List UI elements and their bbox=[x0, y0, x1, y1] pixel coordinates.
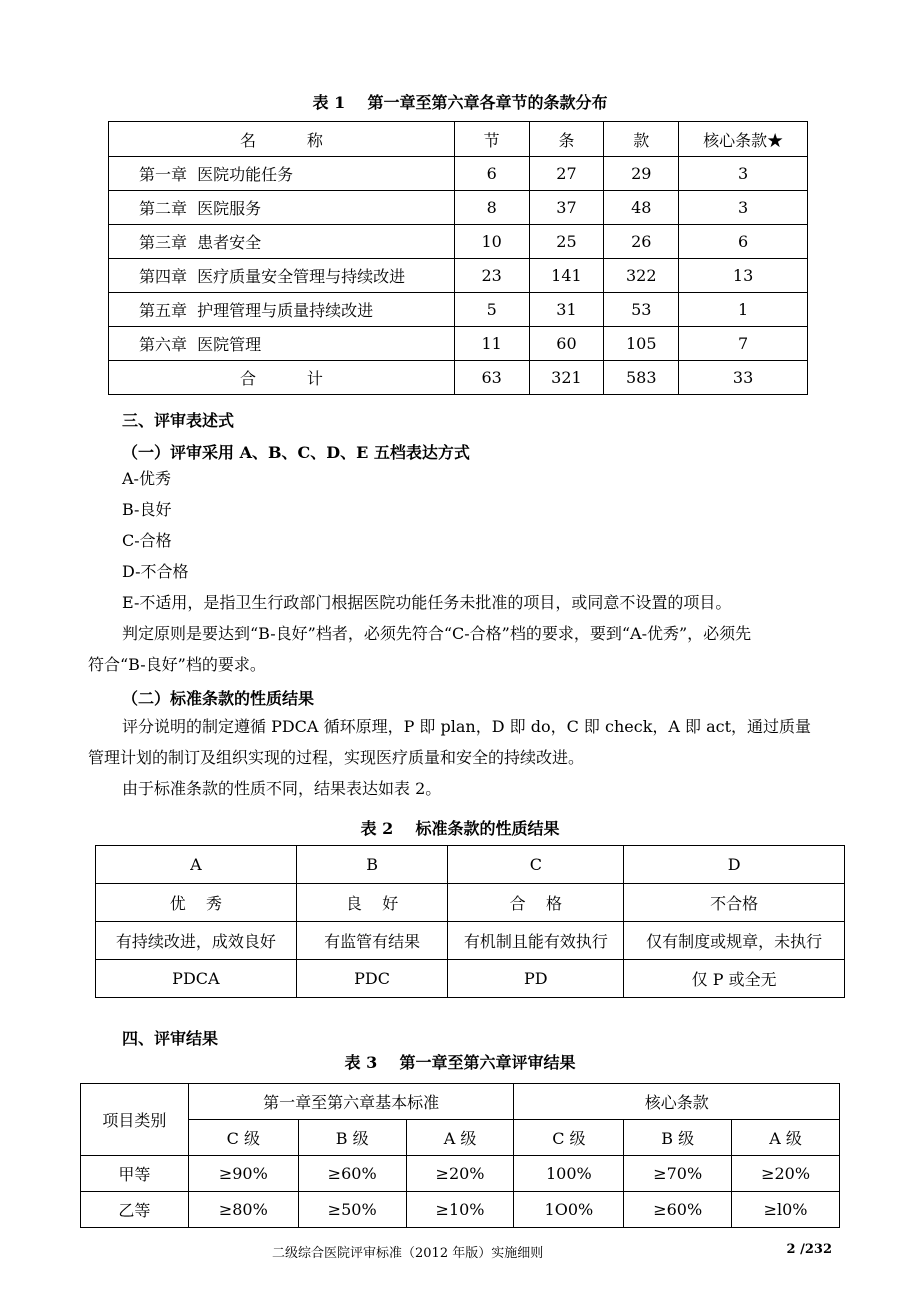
cell: 有持续改进，成效良好 bbox=[96, 922, 297, 960]
cell: 23 bbox=[454, 259, 529, 293]
table1-header-core: 核心条款★ bbox=[679, 122, 808, 157]
rule-line-1: 判定原则是要达到“B-良好”档者，必须先符合“C-合格”档的要求，要到“A-优秀”，必须先 bbox=[122, 624, 752, 643]
cell: PDC bbox=[296, 960, 448, 998]
cell: PD bbox=[448, 960, 624, 998]
table1-header-articles: 条 bbox=[529, 122, 604, 157]
cell: 27 bbox=[529, 157, 604, 191]
total-label: 合 计 bbox=[109, 361, 455, 395]
section3-sub1: （一）评审采用 A、B、C、D、E 五档表达方式 bbox=[122, 443, 470, 462]
core-clause-header: 核心条款 bbox=[514, 1084, 840, 1120]
table1-header-sections: 节 bbox=[454, 122, 529, 157]
page-number: 2 /232 bbox=[786, 1242, 832, 1257]
level-c: C-合格 bbox=[122, 531, 172, 550]
cell: 1O0% bbox=[514, 1192, 624, 1228]
cell: 33 bbox=[679, 361, 808, 395]
level-header: C 级 bbox=[514, 1120, 624, 1156]
cell: 7 bbox=[679, 327, 808, 361]
cell: 10 bbox=[454, 225, 529, 259]
cell: 不合格 bbox=[624, 884, 845, 922]
table-row bbox=[109, 327, 808, 361]
table1 bbox=[108, 121, 808, 395]
table-row bbox=[81, 1156, 840, 1192]
chapter-name: 第一章 医院功能任务 bbox=[109, 157, 455, 191]
table2 bbox=[95, 845, 845, 998]
table-row bbox=[109, 191, 808, 225]
cell: 13 bbox=[679, 259, 808, 293]
table3-group-row bbox=[81, 1084, 840, 1120]
section3-sub2: （二）标准条款的性质结果 bbox=[122, 689, 315, 708]
table3-caption: 表 3 第一章至第六章评审结果 bbox=[344, 1053, 576, 1072]
rule-line-2: 符合“B-良好”档的要求。 bbox=[88, 655, 266, 674]
footer-title: 二级综合医院评审标准（2012 年版）实施细则 bbox=[272, 1246, 544, 1261]
table-row bbox=[81, 1192, 840, 1228]
cell: 有机制且能有效执行 bbox=[448, 922, 624, 960]
table1-caption: 表 1 第一章至第六章各章节的条款分布 bbox=[312, 93, 608, 112]
table2-intro: 由于标准条款的性质不同，结果表达如表 2。 bbox=[122, 779, 442, 798]
cell: ≥20% bbox=[732, 1156, 840, 1192]
table1-header-row bbox=[109, 122, 808, 157]
level-e: E-不适用，是指卫生行政部门根据医院功能任务未批准的项目，或同意不设置的项目。 bbox=[122, 593, 732, 612]
cell: ≥90% bbox=[188, 1156, 298, 1192]
section4-heading: 四、评审结果 bbox=[122, 1029, 219, 1048]
cell: 53 bbox=[604, 293, 679, 327]
section3-heading: 三、评审表述式 bbox=[122, 411, 235, 430]
level-header: A 级 bbox=[732, 1120, 840, 1156]
cell: 1 bbox=[679, 293, 808, 327]
cell: 60 bbox=[529, 327, 604, 361]
cell: 141 bbox=[529, 259, 604, 293]
cell: 105 bbox=[604, 327, 679, 361]
category-cell: 甲等 bbox=[81, 1156, 189, 1192]
cell: 100% bbox=[514, 1156, 624, 1192]
category-header: 项目类别 bbox=[81, 1084, 189, 1156]
table-row bbox=[96, 922, 845, 960]
table-row bbox=[96, 960, 845, 998]
grade-c: C bbox=[448, 846, 624, 884]
cell: 26 bbox=[604, 225, 679, 259]
level-a: A-优秀 bbox=[122, 469, 171, 488]
cell: 合 格 bbox=[448, 884, 624, 922]
cell: ≥l0% bbox=[732, 1192, 840, 1228]
grade-d: D bbox=[624, 846, 845, 884]
cell: 良 好 bbox=[296, 884, 448, 922]
table-row bbox=[109, 293, 808, 327]
table3 bbox=[80, 1083, 840, 1228]
cell: 6 bbox=[679, 225, 808, 259]
table-row bbox=[109, 225, 808, 259]
grade-a: A bbox=[96, 846, 297, 884]
chapter-name: 第六章 医院管理 bbox=[109, 327, 455, 361]
cell: PDCA bbox=[96, 960, 297, 998]
cell: 仅 P 或全无 bbox=[624, 960, 845, 998]
level-d: D-不合格 bbox=[122, 562, 189, 581]
table2-caption: 表 2 标准条款的性质结果 bbox=[360, 819, 560, 838]
chapter-name: 第五章 护理管理与质量持续改进 bbox=[109, 293, 455, 327]
table1-total-row bbox=[109, 361, 808, 395]
table-row bbox=[109, 259, 808, 293]
cell: 29 bbox=[604, 157, 679, 191]
cell: 6 bbox=[454, 157, 529, 191]
level-header: A 级 bbox=[406, 1120, 514, 1156]
cell: 3 bbox=[679, 191, 808, 225]
grade-b: B bbox=[296, 846, 448, 884]
table-row bbox=[109, 157, 808, 191]
cell: 48 bbox=[604, 191, 679, 225]
cell: 仅有制度或规章，未执行 bbox=[624, 922, 845, 960]
table3-level-row bbox=[81, 1120, 840, 1156]
cell: ≥70% bbox=[624, 1156, 732, 1192]
level-header: C 级 bbox=[188, 1120, 298, 1156]
cell: ≥10% bbox=[406, 1192, 514, 1228]
level-header: B 级 bbox=[298, 1120, 406, 1156]
cell: 31 bbox=[529, 293, 604, 327]
pdca-line-1: 评分说明的制定遵循 PDCA 循环原理，P 即 plan，D 即 do，C 即 check，A 即 act，通过质量 bbox=[122, 717, 812, 736]
cell: ≥50% bbox=[298, 1192, 406, 1228]
category-cell: 乙等 bbox=[81, 1192, 189, 1228]
cell: ≥20% bbox=[406, 1156, 514, 1192]
basic-standard-header: 第一章至第六章基本标准 bbox=[188, 1084, 514, 1120]
table1-header-clauses: 款 bbox=[604, 122, 679, 157]
level-header: B 级 bbox=[624, 1120, 732, 1156]
cell: 8 bbox=[454, 191, 529, 225]
table-row bbox=[96, 846, 845, 884]
cell: 583 bbox=[604, 361, 679, 395]
cell: ≥60% bbox=[624, 1192, 732, 1228]
chapter-name: 第三章 患者安全 bbox=[109, 225, 455, 259]
cell: 321 bbox=[529, 361, 604, 395]
cell: 322 bbox=[604, 259, 679, 293]
chapter-name: 第四章 医疗质量安全管理与持续改进 bbox=[109, 259, 455, 293]
level-b: B-良好 bbox=[122, 500, 172, 519]
pdca-line-2: 管理计划的制订及组织实现的过程，实现医疗质量和安全的持续改进。 bbox=[88, 748, 585, 767]
cell: 37 bbox=[529, 191, 604, 225]
cell: ≥60% bbox=[298, 1156, 406, 1192]
cell: 优 秀 bbox=[96, 884, 297, 922]
cell: 5 bbox=[454, 293, 529, 327]
cell: 25 bbox=[529, 225, 604, 259]
cell: ≥80% bbox=[188, 1192, 298, 1228]
cell: 63 bbox=[454, 361, 529, 395]
chapter-name: 第二章 医院服务 bbox=[109, 191, 455, 225]
cell: 有监管有结果 bbox=[296, 922, 448, 960]
table1-header-name: 名 称 bbox=[109, 122, 455, 157]
table-row bbox=[96, 884, 845, 922]
cell: 3 bbox=[679, 157, 808, 191]
cell: 11 bbox=[454, 327, 529, 361]
